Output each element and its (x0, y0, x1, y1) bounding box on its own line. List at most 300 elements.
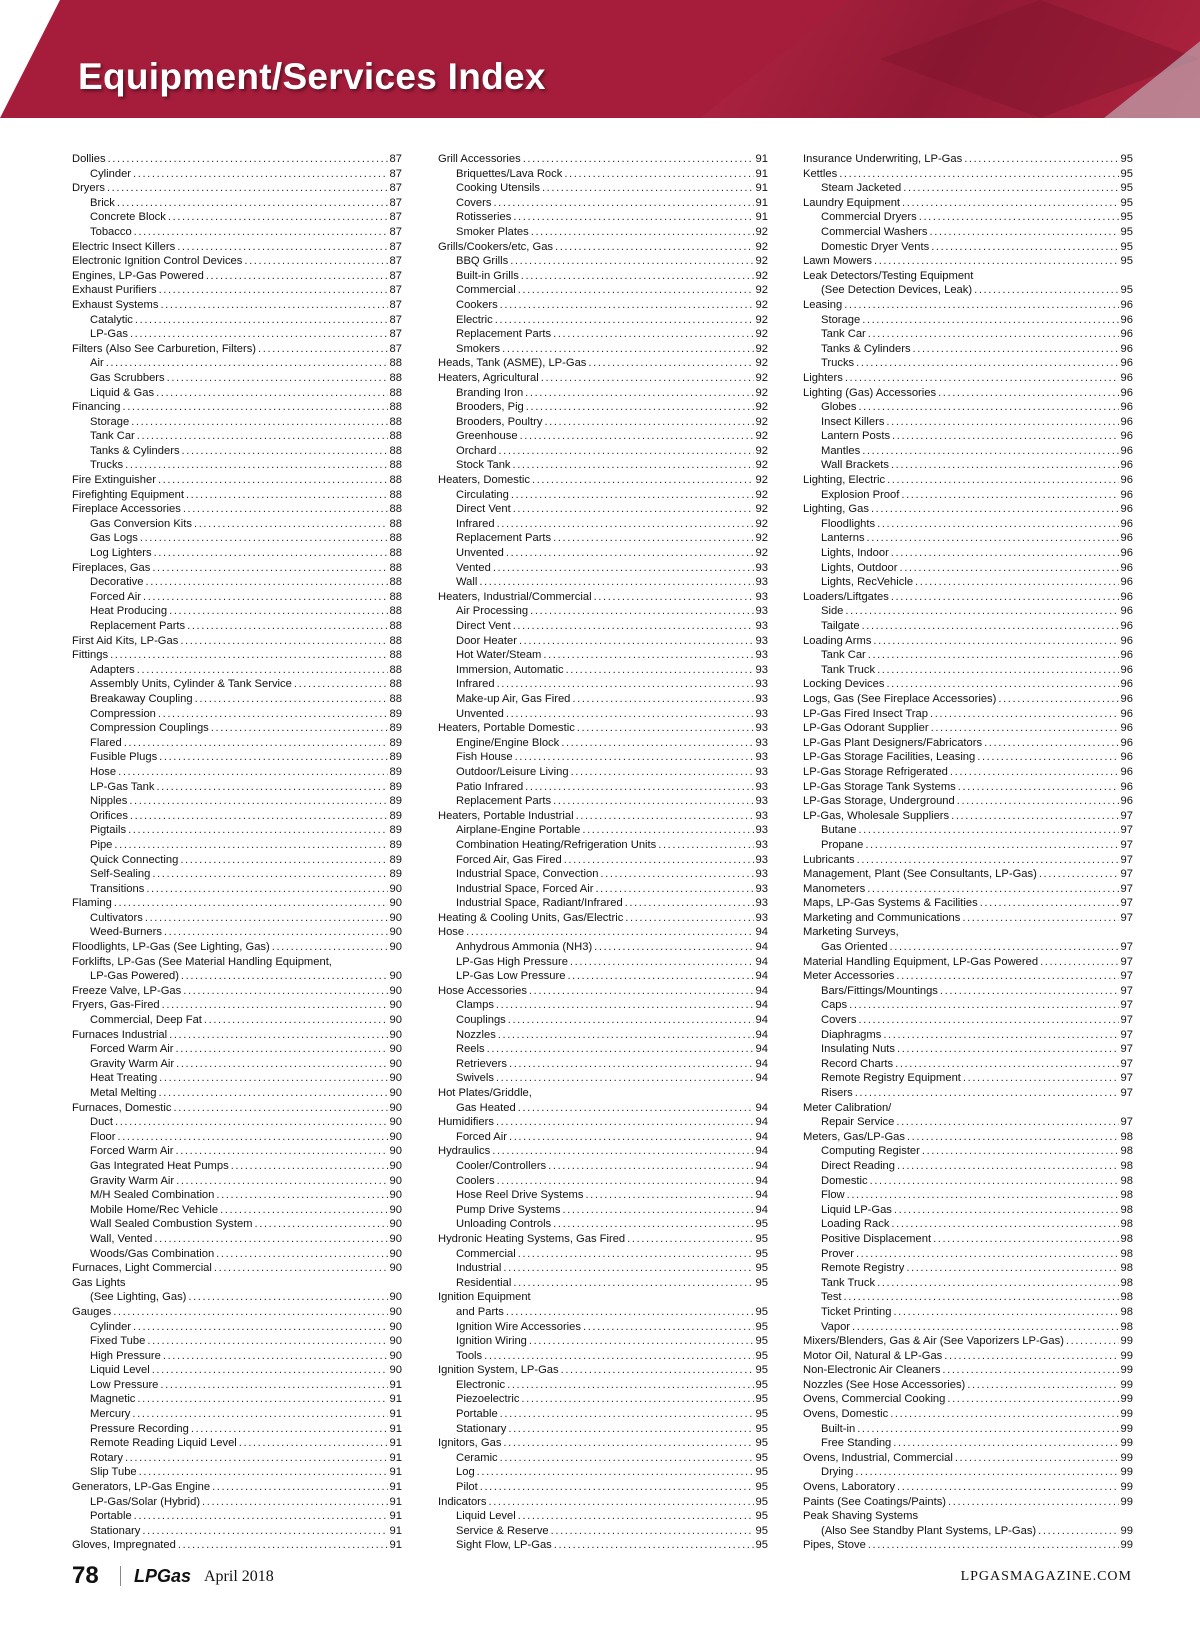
dot-leader (883, 1028, 1118, 1043)
entry-page: 95 (1120, 167, 1133, 180)
dot-leader (123, 400, 388, 415)
index-entry (438, 240, 768, 255)
dot-leader (1039, 867, 1119, 882)
entry-label: Fire Extinguisher (72, 474, 156, 487)
entry-label: Unloading Controls (456, 1218, 552, 1231)
dot-leader (891, 1217, 1118, 1232)
entry-label: Forced Air (456, 1130, 507, 1143)
dot-leader (525, 780, 753, 795)
entry-label: Couplings (456, 1014, 506, 1027)
index-entry (803, 1071, 1133, 1086)
entry-label: Remote Registry Equipment (821, 1072, 961, 1085)
entry-page: 95 (755, 1305, 768, 1318)
index-entry (72, 225, 402, 240)
dot-leader (509, 1057, 754, 1072)
entry-page: 95 (755, 1451, 768, 1464)
dot-leader (158, 473, 388, 488)
index-entry (803, 1115, 1133, 1130)
index-entry (803, 1349, 1133, 1364)
entry-page: 98 (1120, 1189, 1133, 1202)
entry-label: Cooler/Controllers (456, 1159, 547, 1172)
dot-leader (133, 167, 388, 182)
entry-page: 97 (1120, 999, 1133, 1012)
index-column-1 (72, 152, 402, 1553)
entry-label: Vented (456, 561, 491, 574)
index-entry (72, 1480, 402, 1495)
dot-leader (495, 313, 754, 328)
entry-label: Logs, Gas (See Fireplace Accessories) (803, 692, 997, 705)
entry-label: Airplane-Engine Portable (456, 824, 581, 837)
dot-leader (518, 1247, 754, 1262)
index-entry (438, 1422, 768, 1437)
entry-page: 92 (755, 225, 768, 238)
dot-leader (962, 911, 1118, 926)
entry-label: Grill Accessories (438, 153, 521, 165)
index-entry (72, 765, 402, 780)
entry-page: 90 (389, 999, 402, 1012)
index-entry (438, 210, 768, 225)
dot-leader (114, 838, 387, 853)
dot-leader (893, 1436, 1118, 1451)
index-entry (72, 1144, 402, 1159)
entry-label: Gravity Warm Air (90, 1174, 175, 1187)
index-entry (803, 955, 1133, 970)
index-entry (438, 955, 768, 970)
dot-leader (886, 677, 1118, 692)
dot-leader (857, 1422, 1118, 1437)
entry-page: 88 (389, 605, 402, 618)
entry-page: 90 (389, 1218, 402, 1231)
entry-page: 88 (389, 488, 402, 501)
dot-leader (541, 371, 754, 386)
entry-page: 97 (1120, 911, 1133, 924)
entry-label: Loaders/Liftgates (803, 590, 889, 603)
dot-leader (143, 590, 388, 605)
entry-page: 92 (755, 430, 768, 443)
index-entry (438, 838, 768, 853)
entry-label: Industrial Space, Convection (456, 868, 599, 881)
entry-page: 93 (755, 678, 768, 691)
entry-page: 99 (1120, 1422, 1133, 1435)
entry-page: 94 (755, 1014, 768, 1027)
index-entry (803, 371, 1133, 386)
entry-label: Transitions (90, 882, 145, 895)
dot-leader (595, 882, 753, 897)
dot-leader (220, 1203, 387, 1218)
dot-leader (206, 269, 388, 284)
entry-label: Tank Car (90, 430, 135, 443)
entry-label: Gas Oriented (821, 941, 888, 954)
index-entry (72, 546, 402, 561)
index-entry (803, 152, 1133, 167)
entry-page: 88 (389, 678, 402, 691)
index-entry (72, 1305, 402, 1320)
entry-label: Free Standing (821, 1437, 892, 1450)
entry-page: 96 (1120, 328, 1133, 341)
entry-page: 96 (1120, 692, 1133, 705)
entry-label: Hose (90, 765, 117, 778)
index-entry (72, 1130, 402, 1145)
index-entry (438, 196, 768, 211)
index-entry (438, 1465, 768, 1480)
index-entry (438, 254, 768, 269)
dot-leader (131, 415, 387, 430)
dot-leader (106, 356, 388, 371)
entry-label: Fryers, Gas-Fired (72, 999, 160, 1012)
index-entry (438, 327, 768, 342)
entry-page: 95 (1120, 196, 1133, 209)
index-entry (438, 677, 768, 692)
entry-label: Reels (456, 1043, 485, 1056)
entry-page: 92 (755, 459, 768, 472)
index-entry (438, 1247, 768, 1262)
dot-leader (542, 181, 754, 196)
entry-page: 94 (755, 1116, 768, 1129)
entry-label: Fireplaces, Gas (72, 561, 151, 574)
entry-page: 95 (755, 1510, 768, 1523)
index-entry (72, 1334, 402, 1349)
dot-leader (886, 415, 1118, 430)
entry-label: Tobacco (90, 225, 132, 238)
dot-leader (503, 1261, 753, 1276)
dot-leader (858, 400, 1118, 415)
entry-page: 88 (389, 649, 402, 662)
dot-leader (873, 634, 1118, 649)
index-entry (803, 196, 1133, 211)
index-entry (72, 167, 402, 182)
entry-page: 98 (1120, 1276, 1133, 1289)
index-entry (803, 575, 1133, 590)
dot-leader (915, 575, 1119, 590)
entry-page: 89 (389, 751, 402, 764)
entry-label: Tank Car (821, 328, 866, 341)
index-entry (803, 765, 1133, 780)
entry-page: 95 (755, 1276, 768, 1289)
dot-leader (944, 1349, 1118, 1364)
entry-label: Positive Displacement (821, 1232, 932, 1245)
entry-page: 95 (755, 1393, 768, 1406)
dot-leader (891, 590, 1119, 605)
entry-page: 97 (1120, 1116, 1133, 1129)
entry-label: Heaters, Industrial/Commercial (438, 590, 592, 603)
index-entry (72, 1028, 402, 1043)
entry-page: 90 (389, 941, 402, 954)
dot-leader (519, 634, 754, 649)
entry-label: Unvented (456, 547, 504, 560)
index-entry (438, 152, 768, 167)
entry-page: 88 (389, 634, 402, 647)
entry-label: Locking Devices (803, 678, 885, 691)
entry-page: 91 (389, 1539, 402, 1552)
index-entry (438, 1480, 768, 1495)
entry-label: LP-Gas Fired Insect Trap (803, 707, 928, 720)
dot-leader (152, 561, 387, 576)
index-entry (72, 853, 402, 868)
entry-page: 95 (1120, 211, 1133, 224)
entry-page: 90 (389, 1291, 402, 1304)
entry-label: Cultivators (90, 911, 143, 924)
dot-leader (964, 152, 1118, 167)
entry-page: 88 (389, 561, 402, 574)
dot-leader (922, 1144, 1119, 1159)
entry-label: Gas Conversion Kits (90, 517, 192, 530)
index-entry (803, 853, 1133, 868)
dot-leader (500, 1451, 754, 1466)
entry-page: 90 (389, 1130, 402, 1143)
entry-label: Trucks (90, 459, 124, 472)
entry-page: 95 (1120, 255, 1133, 268)
entry-label: Engine/Engine Block (456, 736, 560, 749)
index-entry (438, 502, 768, 517)
entry-page: 89 (389, 824, 402, 837)
entry-label: Lights, Indoor (821, 547, 889, 560)
entry-page: 91 (755, 167, 768, 180)
dot-leader (553, 327, 753, 342)
dot-leader (566, 663, 754, 678)
index-entry (438, 867, 768, 882)
index-entry (438, 1363, 768, 1378)
entry-page: 96 (1120, 736, 1133, 749)
dot-leader (137, 663, 388, 678)
index-entry (72, 210, 402, 225)
entry-label: Direct Vent (456, 503, 511, 516)
dot-leader (513, 502, 754, 517)
index-entry (438, 794, 768, 809)
index-entry (438, 1305, 768, 1320)
entry-page: 96 (1120, 430, 1133, 443)
entry-label: Liquid LP-Gas (821, 1203, 892, 1216)
entry-label: Duct (90, 1116, 114, 1129)
entry-page: 95 (755, 1539, 768, 1552)
entry-label: Gas Logs (90, 532, 138, 545)
entry-label: Fish House (456, 751, 513, 764)
dot-leader (188, 1290, 387, 1305)
index-entry (438, 736, 768, 751)
entry-page: 87 (389, 153, 402, 165)
entry-page: 96 (1120, 474, 1133, 487)
dot-leader (202, 1495, 388, 1510)
dot-leader (162, 998, 388, 1013)
entry-label: Maps, LP-Gas Systems & Facilities (803, 897, 978, 910)
entry-label: Replacement Parts (456, 532, 552, 545)
entry-page: 92 (755, 371, 768, 384)
entry-page: 91 (389, 1495, 402, 1508)
index-entry (803, 502, 1133, 517)
dot-leader (890, 1407, 1118, 1422)
entry-page: 95 (1120, 182, 1133, 195)
index-entry (72, 780, 402, 795)
index-entry (438, 663, 768, 678)
entry-label: Electric (456, 313, 493, 326)
banner-corner-cutout (0, 0, 60, 118)
entry-page: 96 (1120, 313, 1133, 326)
index-entry (438, 531, 768, 546)
entry-label: Replacement Parts (456, 795, 552, 808)
entry-page: 87 (389, 255, 402, 268)
entry-label: Stationary (456, 1422, 507, 1435)
index-entry (803, 240, 1133, 255)
dot-leader (931, 240, 1118, 255)
entry-label: Service & Reserve (456, 1524, 549, 1537)
index-entry (803, 269, 1133, 284)
entry-label: Gloves, Impregnated (72, 1539, 176, 1552)
entry-label: Motor Oil, Natural & LP-Gas (803, 1349, 943, 1362)
entry-label: Hose (438, 926, 465, 939)
entry-page: 95 (755, 1247, 768, 1260)
entry-label: Meters, Gas/LP-Gas (803, 1130, 905, 1143)
index-entry (803, 663, 1133, 678)
entry-page: 92 (755, 269, 768, 282)
dot-leader (907, 1130, 1119, 1145)
entry-page: 99 (1120, 1378, 1133, 1391)
entry-label: Exhaust Systems (72, 298, 159, 311)
entry-label: Cooking Utensils (456, 182, 540, 195)
entry-label: Insect Killers (821, 415, 885, 428)
index-entry (438, 1057, 768, 1072)
index-entry (803, 925, 1133, 940)
entry-label: Compression (90, 707, 156, 720)
index-entry (438, 313, 768, 328)
dot-leader (294, 677, 388, 692)
index-entry (72, 692, 402, 707)
entry-label: Decorative (90, 576, 144, 589)
entry-label: Tank Truck (821, 663, 876, 676)
dot-leader (145, 911, 388, 926)
dot-leader (553, 531, 753, 546)
entry-page: 95 (1120, 284, 1133, 297)
entry-label: Humidifiers (438, 1116, 494, 1129)
index-column-2 (438, 152, 768, 1553)
entry-label: Rotary (90, 1451, 123, 1464)
entry-page: 90 (389, 897, 402, 910)
entry-page: 95 (755, 1378, 768, 1391)
dot-leader (900, 561, 1119, 576)
entry-label: Firefighting Equipment (72, 488, 184, 501)
dot-leader (156, 780, 387, 795)
index-entry (803, 1261, 1133, 1276)
dot-leader (507, 1378, 753, 1393)
dot-leader (272, 940, 388, 955)
index-entry (803, 998, 1133, 1013)
dot-leader (627, 1232, 753, 1247)
dot-leader (893, 1305, 1118, 1320)
entry-page: 98 (1120, 1291, 1133, 1304)
index-entry (72, 181, 402, 196)
dot-leader (894, 1203, 1119, 1218)
index-entry (438, 1276, 768, 1291)
index-entry (72, 838, 402, 853)
index-entry (803, 896, 1133, 911)
index-entry (438, 444, 768, 459)
entry-page: 97 (1120, 897, 1133, 910)
entry-label: Concrete Block (90, 211, 166, 224)
entry-label: Mantles (821, 444, 861, 457)
dot-leader (508, 1422, 753, 1437)
index-entry (803, 1174, 1133, 1189)
dot-leader (845, 371, 1119, 386)
dot-leader (513, 210, 753, 225)
entry-label: Nozzles (See Hose Accessories) (803, 1378, 966, 1391)
index-entry (438, 386, 768, 401)
entry-label: Exhaust Purifiers (72, 284, 157, 297)
entry-label: Trucks (821, 357, 855, 370)
index-entry (438, 269, 768, 284)
entry-label: Stock Tank (456, 459, 511, 472)
index-entry (72, 677, 402, 692)
dot-leader (497, 1174, 754, 1189)
index-entry (438, 692, 768, 707)
dot-leader (160, 298, 387, 313)
index-entry (803, 1188, 1133, 1203)
dot-leader (931, 721, 1119, 736)
entry-label: Replacement Parts (90, 620, 186, 632)
index-entry (803, 1392, 1133, 1407)
entry-label: Flaming (72, 897, 112, 910)
index-entry (438, 1290, 768, 1305)
entry-page: 88 (389, 371, 402, 384)
index-entry (803, 794, 1133, 809)
entry-label: Floor (90, 1130, 116, 1143)
entry-page: 93 (755, 897, 768, 910)
entry-label: Direct Vent (456, 620, 511, 632)
index-entry (438, 1378, 768, 1393)
dot-leader (906, 1261, 1118, 1276)
index-entry (438, 984, 768, 999)
entry-label: Orchard (456, 444, 497, 457)
index-entry (803, 1159, 1133, 1174)
dot-leader (176, 1144, 388, 1159)
index-entry (803, 736, 1133, 751)
dot-leader (204, 1013, 388, 1028)
dot-leader (496, 998, 754, 1013)
entry-label: Repair Service (821, 1116, 895, 1129)
entry-page: 92 (755, 474, 768, 487)
entry-label: Built-in Grills (456, 269, 519, 282)
entry-label: Marketing and Communications (803, 911, 961, 924)
index-entry (803, 1042, 1133, 1057)
dot-leader (553, 1217, 753, 1232)
index-entry (803, 1451, 1133, 1466)
entry-page: 99 (1120, 1451, 1133, 1464)
dot-leader (938, 386, 1118, 401)
entry-label: Floodlights (821, 517, 876, 530)
dot-leader (553, 794, 753, 809)
index-entry (803, 1538, 1133, 1553)
entry-label: Sight Flow, LP-Gas (456, 1539, 552, 1552)
index-entry (72, 1203, 402, 1218)
index-entry (803, 882, 1133, 897)
entry-label: Insurance Underwriting, LP-Gas (803, 153, 963, 165)
entry-page: 95 (1120, 153, 1133, 165)
entry-label: Leasing (803, 298, 843, 311)
dot-leader (844, 298, 1118, 313)
entry-label: Loading Rack (821, 1218, 890, 1231)
index-entry (72, 240, 402, 255)
entry-page: 88 (389, 663, 402, 676)
entry-page: 95 (755, 1364, 768, 1377)
entry-label: M/H Sealed Combination (90, 1189, 215, 1202)
dot-leader (957, 794, 1119, 809)
index-entry (72, 750, 402, 765)
entry-page: 96 (1120, 517, 1133, 530)
index-entry (803, 181, 1133, 196)
entry-page: 88 (389, 590, 402, 603)
dot-leader (211, 721, 388, 736)
entry-page: 98 (1120, 1247, 1133, 1260)
index-entry (438, 721, 768, 736)
dot-leader (947, 1392, 1118, 1407)
entry-label: Orifices (90, 809, 128, 822)
